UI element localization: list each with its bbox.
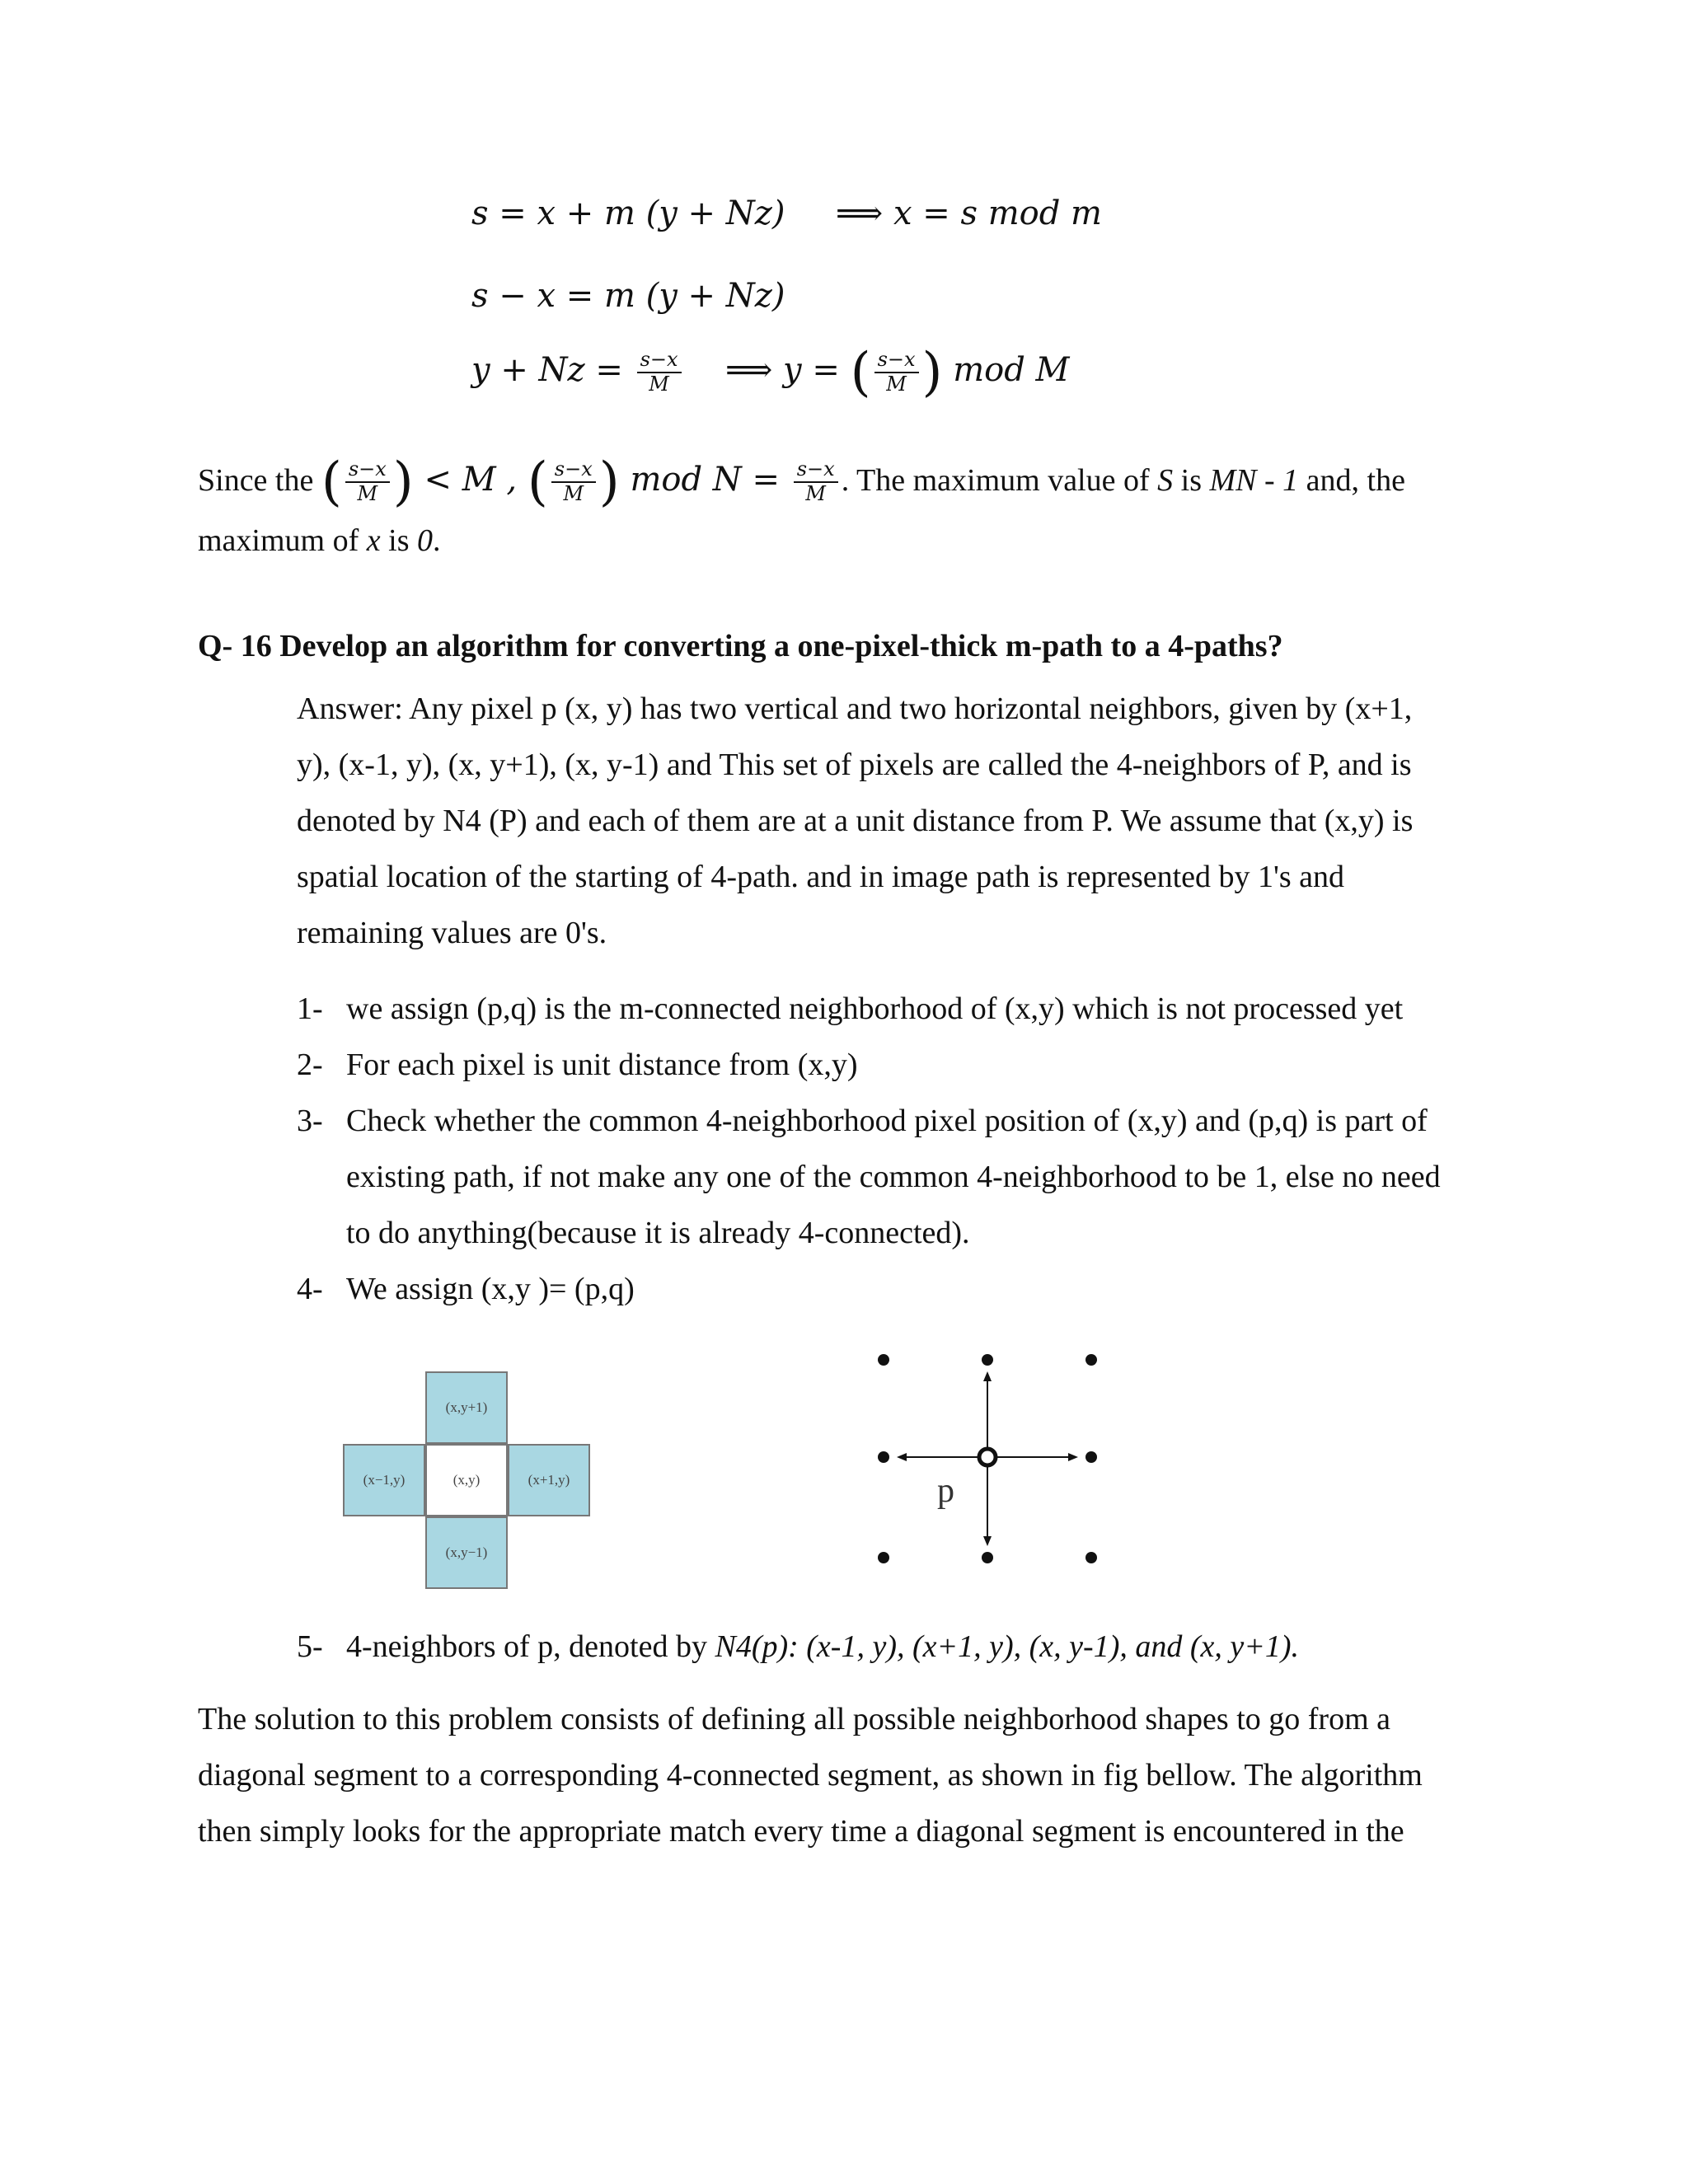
equation-1-right: ⟹ x = s mod m bbox=[835, 194, 1102, 232]
equation-2: s − x = m (y + Nz) bbox=[471, 277, 785, 315]
equation-3-arrow: ⟹ y = bbox=[724, 351, 840, 389]
step-item: 3- Check whether the common 4-neighborhood pixel position of (x,y) and (p,q) is part of bbox=[297, 1104, 1428, 1138]
cell-top: (x,y+1) bbox=[425, 1371, 508, 1444]
solution-line: The solution to this problem consists of defining all possible neighborhood shapes to go from a bbox=[198, 1702, 1390, 1736]
p-label: p bbox=[937, 1472, 954, 1510]
solution-paragraph bbox=[198, 1691, 1484, 1859]
equation-1-left: s = x + m (y + Nz) bbox=[471, 194, 785, 232]
fraction: $\frac{s-x}{M}$ bbox=[637, 349, 682, 396]
equation-1 bbox=[471, 194, 1102, 232]
since-paragraph-line-1: Since the ( $\frac{s-x}{M}$ ) < M , ( $\frac{s-x}{M}$ ) mod N = $\frac{s-x}{M}$ . The maximum value of S is MN - 1 and, the bbox=[198, 452, 1405, 513]
answer-line: Answer: Any pixel p (x, y) has two vertical and two horizontal neighbors, given by (x+1, bbox=[297, 691, 1413, 726]
answer-line: y), (x-1, y), (x, y+1), (x, y-1) and This set of pixels are called the 4-neighbors of P, and is bbox=[297, 748, 1412, 782]
cell-right: (x+1,y) bbox=[508, 1444, 590, 1516]
equation-3-tail: mod M bbox=[953, 351, 1070, 389]
neighbor-dot-diagram bbox=[857, 1335, 1121, 1582]
step-item: 1- we assign (p,q) is the m-connected neighborhood of (x,y) which is not processed yet bbox=[297, 991, 1404, 1026]
step-item: 2- For each pixel is unit distance from (x,y) bbox=[297, 1047, 858, 1082]
answer-paragraph bbox=[297, 681, 1484, 961]
answer-line: remaining values are 0's. bbox=[297, 916, 607, 950]
step-item: 4- We assign (x,y )= (p,q) bbox=[297, 1272, 635, 1306]
fraction: $\frac{s-x}{M}$ bbox=[874, 349, 919, 396]
answer-line: denoted by N4 (P) and each of them are at a unit distance from P. We assume that (x,y) is bbox=[297, 804, 1414, 838]
equation-3: y + Nz = $\frac{s-x}{M}$ ⟹ y = ( $\frac{s-x}{M}$ ) mod M bbox=[471, 342, 1070, 403]
equation-3-left: y + Nz = bbox=[471, 351, 623, 389]
steps-list: 1- we assign (p,q) is the m-connected neighborhood of (x,y) which is not processed yet 2- For each pixel is unit distance from (x,y) 3- Check whether the common 4-neighborhood pixel position of (x,y) and (p,q) is part of existing path, if not make any one of the common 4-neighborhood to be 1, else no need to do anything(because it is already 4-connected). 4- We assign (x,y )= (p,q) bbox=[297, 981, 1500, 1317]
step-5: 5- 4-neighbors of p, denoted by N4(p): (x-1, y), (x+1, y), (x, y-1), and (x, y+1). bbox=[297, 1629, 1300, 1664]
q16-heading: Q- 16 Develop an algorithm for converting a one-pixel-thick m-path to a 4-paths? bbox=[198, 629, 1283, 663]
cell-bottom: (x,y−1) bbox=[425, 1516, 508, 1589]
solution-line: diagonal segment to a corresponding 4-connected segment, as shown in fig bellow. The algorithm bbox=[198, 1758, 1423, 1793]
cell-left: (x−1,y) bbox=[343, 1444, 425, 1516]
four-neighbor-grid-figure bbox=[343, 1371, 590, 1589]
center-pixel-p bbox=[979, 1449, 996, 1465]
cell-center: (x,y) bbox=[425, 1444, 508, 1516]
answer-line: spatial location of the starting of 4-path. and in image path is represented by 1's and bbox=[297, 860, 1345, 894]
solution-line: then simply looks for the appropriate match every time a diagonal segment is encountered in the bbox=[198, 1814, 1404, 1849]
since-paragraph-line-2: maximum of x is 0. bbox=[198, 523, 441, 558]
